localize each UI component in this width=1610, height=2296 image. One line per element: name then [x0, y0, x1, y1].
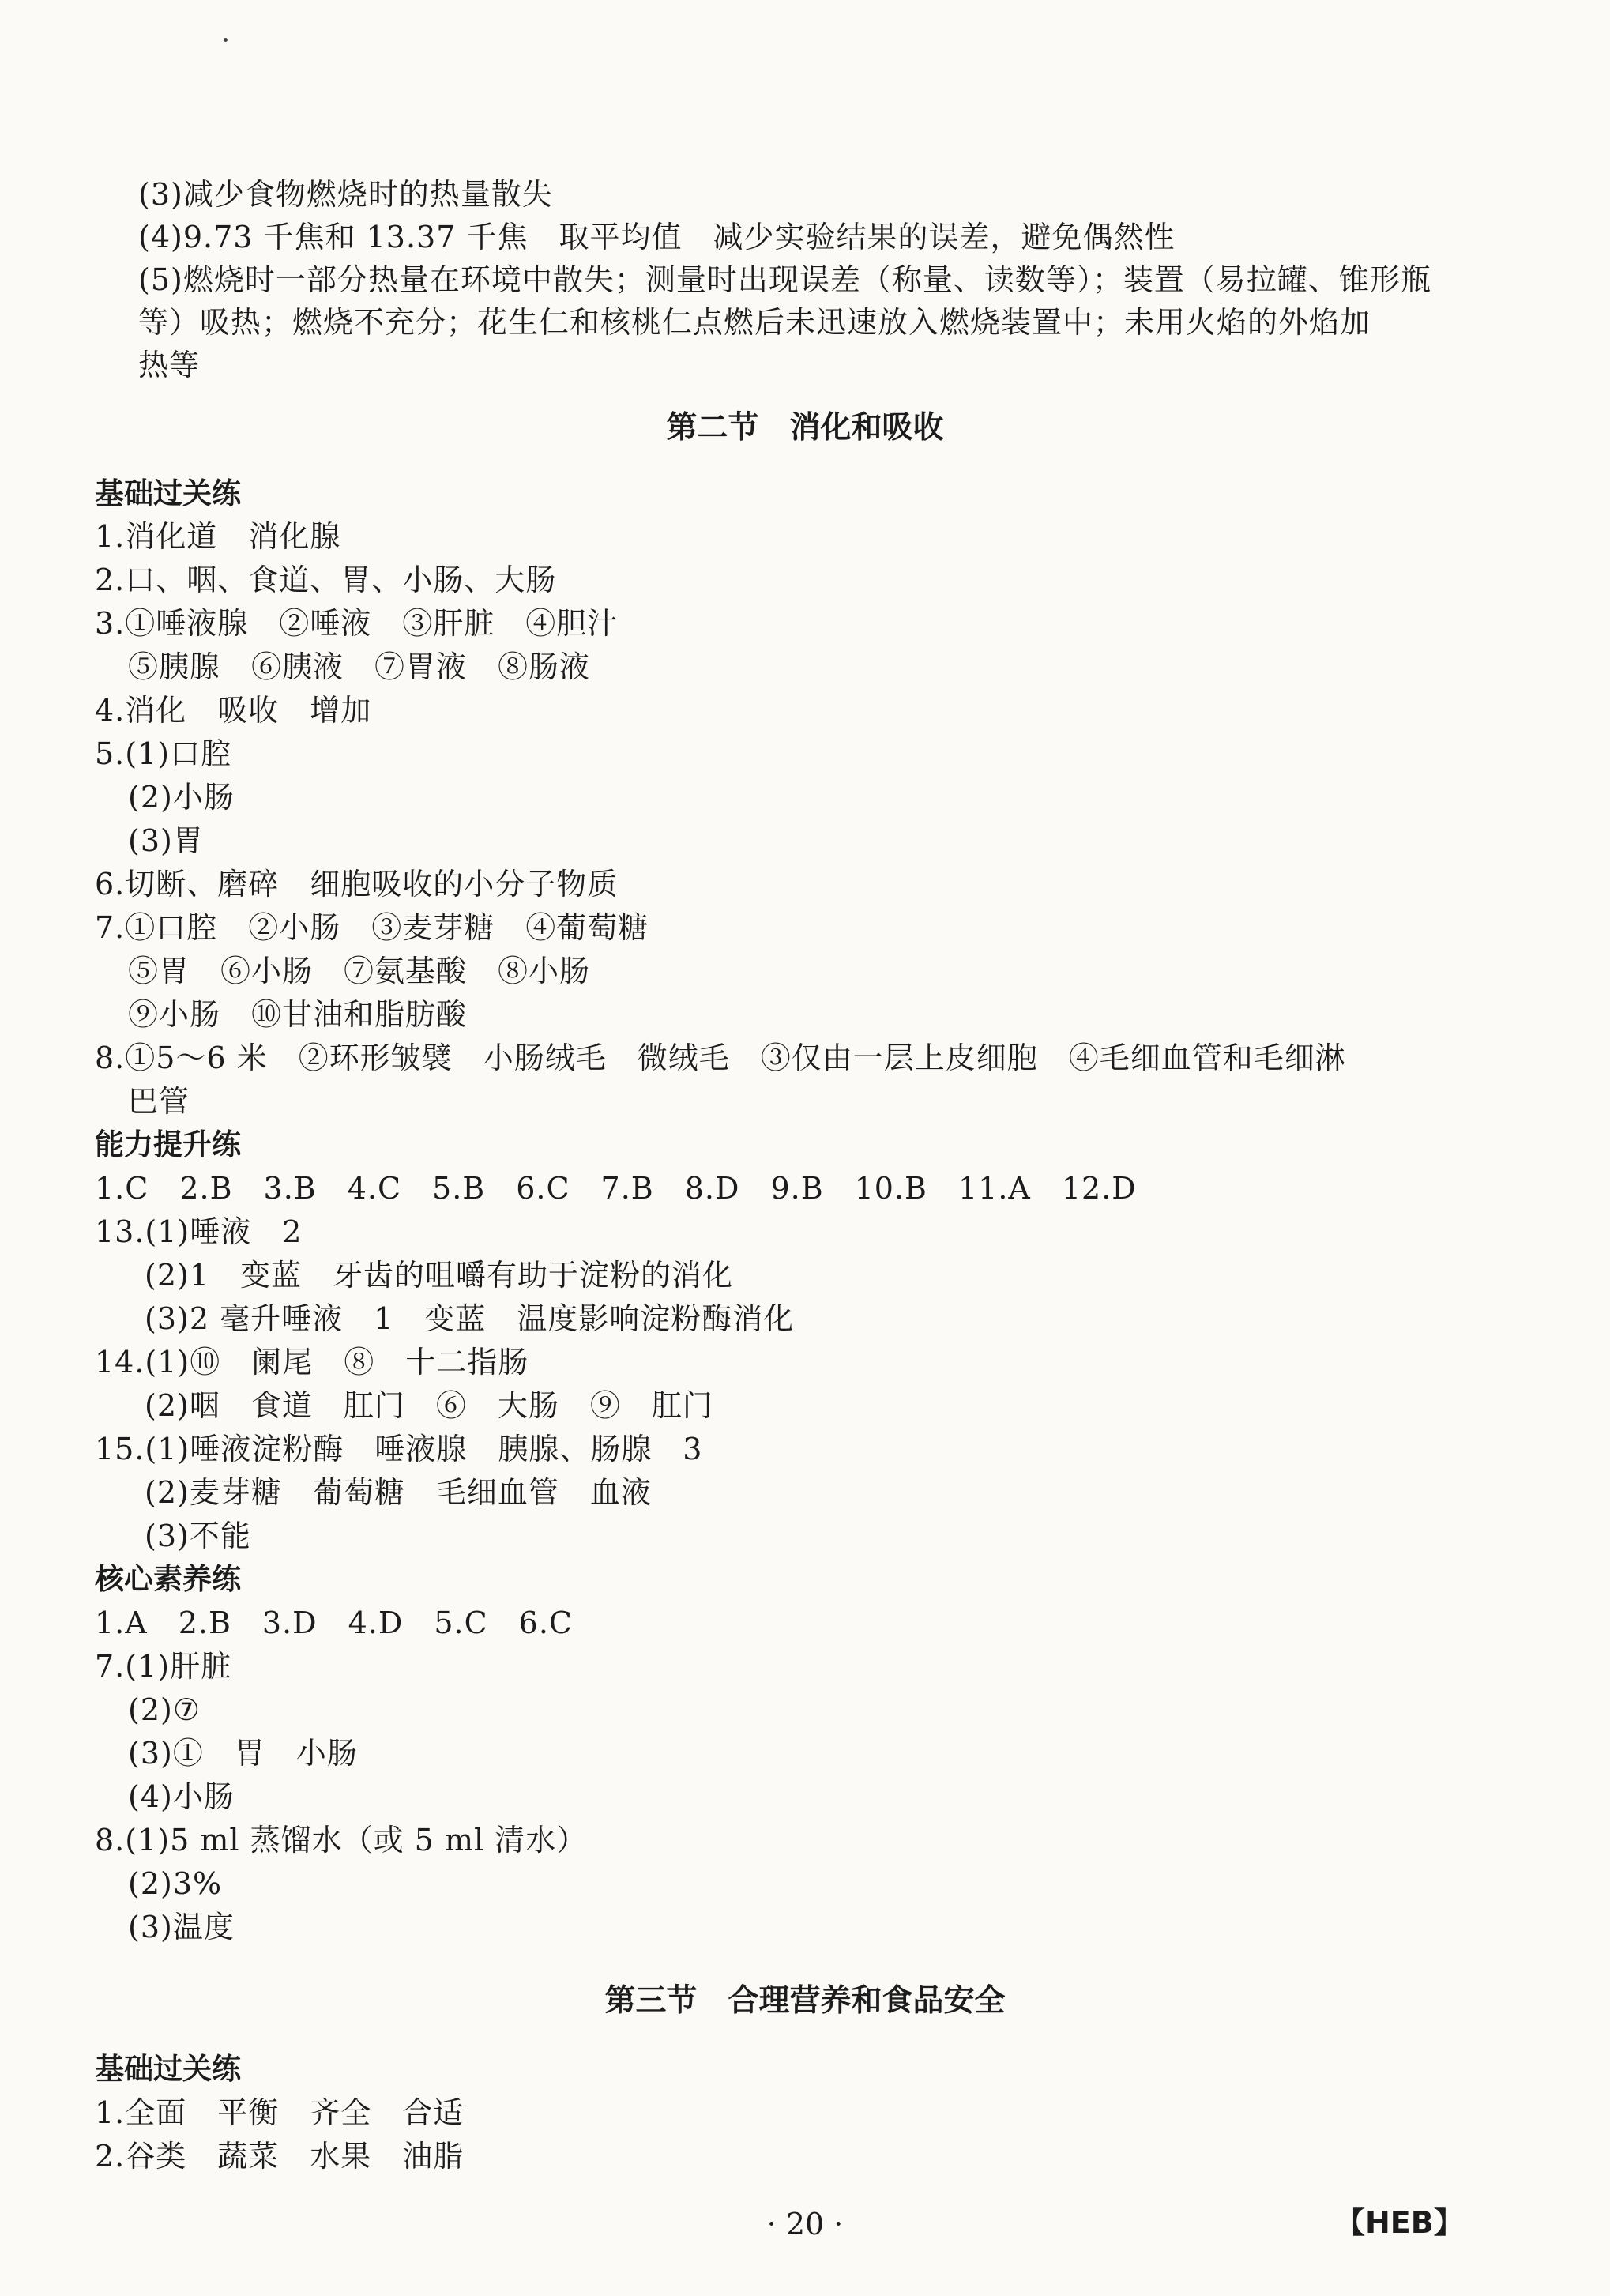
answer-line: 6.切断、磨碎 细胞吸收的小分子物质 — [95, 867, 619, 901]
answer-line: ⑨小肠 ⑩甘油和脂肪酸 — [128, 997, 468, 1032]
intro-line-1: (3)减少食物燃烧时的热量散失 — [138, 177, 553, 212]
answer-line: ⑤胰腺 ⑥胰液 ⑦胃液 ⑧肠液 — [128, 649, 591, 684]
answer-line: (2)⑦ — [128, 1692, 201, 1727]
answer-line: 1.消化道 消化腺 — [95, 519, 341, 554]
answer-line: 1.C 2.B 3.B 4.C 5.B 6.C 7.B 8.D 9.B 10.B 11.A 12.D — [95, 1171, 1137, 1206]
answer-line: (2)麦芽糖 葡萄糖 毛细血管 血液 — [145, 1475, 652, 1510]
heading-basic-practice: 基础过关练 — [95, 476, 241, 510]
answer-line: 8.①5～6 米 ②环形皱襞 小肠绒毛 微绒毛 ③仅由一层上皮细胞 ④毛细血管和毛细淋 — [95, 1041, 1346, 1075]
answer-line: (4)小肠 — [128, 1779, 235, 1814]
answer-line: 8.(1)5 ml 蒸馏水（或 5 ml 清水） — [95, 1823, 588, 1858]
intro-line-4: 等）吸热；燃烧不充分；花生仁和核桃仁点燃后未迅速放入燃烧装置中；未用火焰的外焰加 — [138, 305, 1371, 340]
answer-line: 13.(1)唾液 2 — [95, 1214, 303, 1249]
answer-line: 5.(1)口腔 — [95, 736, 232, 771]
answer-line: 1.A 2.B 3.D 4.D 5.C 6.C — [95, 1605, 573, 1640]
answer-line: 巴管 — [128, 1084, 190, 1119]
scan-dot — [224, 38, 228, 42]
answer-line: (3)胃 — [128, 823, 204, 858]
intro-line-5: 热等 — [138, 348, 201, 382]
answer-line: (3)2 毫升唾液 1 变蓝 温度影响淀粉酶消化 — [145, 1301, 795, 1336]
answer-line: 14.(1)⑩ 阑尾 ⑧ 十二指肠 — [95, 1345, 529, 1379]
answer-line: 2.口、咽、食道、胃、小肠、大肠 — [95, 563, 557, 597]
heading-core-literacy: 核心素养练 — [95, 1562, 241, 1596]
answer-line: 7.(1)肝脏 — [95, 1649, 232, 1684]
section-3-title: 第三节 合理营养和食品安全 — [604, 1983, 1006, 2019]
answer-line: (3)① 胃 小肠 — [128, 1736, 358, 1771]
answer-line: (2)1 变蓝 牙齿的咀嚼有助于淀粉的消化 — [145, 1258, 734, 1293]
answer-line: ⑤胃 ⑥小肠 ⑦氨基酸 ⑧小肠 — [128, 954, 591, 988]
intro-line-2: (4)9.73 千焦和 13.37 千焦 取平均值 减少实验结果的误差，避免偶然性 — [138, 220, 1176, 254]
heading-ability-practice: 能力提升练 — [95, 1127, 241, 1161]
answer-line: 1.全面 平衡 齐全 合适 — [95, 2095, 465, 2130]
answer-line: (3)温度 — [128, 1910, 235, 1944]
page-number: · 20 · — [766, 2207, 844, 2241]
answer-line: 2.谷类 蔬菜 水果 油脂 — [95, 2139, 465, 2174]
answer-line: (3)不能 — [145, 1519, 251, 1553]
answer-line: (2)小肠 — [128, 780, 235, 815]
answer-line: (2)咽 食道 肛门 ⑥ 大肠 ⑨ 肛门 — [145, 1388, 713, 1423]
intro-line-3: (5)燃烧时一部分热量在环境中散失；测量时出现误差（称量、读数等）；装置（易拉罐、锥形瓶 — [138, 262, 1431, 297]
answer-line: 3.①唾液腺 ②唾液 ③肝脏 ④胆汁 — [95, 606, 619, 641]
answer-line: 4.消化 吸收 增加 — [95, 693, 372, 728]
brand-mark: 【HEB】 — [1335, 2205, 1464, 2240]
answer-line: 15.(1)唾液淀粉酶 唾液腺 胰腺、肠腺 3 — [95, 1432, 703, 1466]
heading-basic-practice-2: 基础过关练 — [95, 2052, 241, 2086]
answer-line: (2)3% — [128, 1866, 223, 1901]
section-2-title: 第二节 消化和吸收 — [666, 410, 944, 446]
answer-line: 7.①口腔 ②小肠 ③麦芽糖 ④葡萄糖 — [95, 910, 649, 945]
